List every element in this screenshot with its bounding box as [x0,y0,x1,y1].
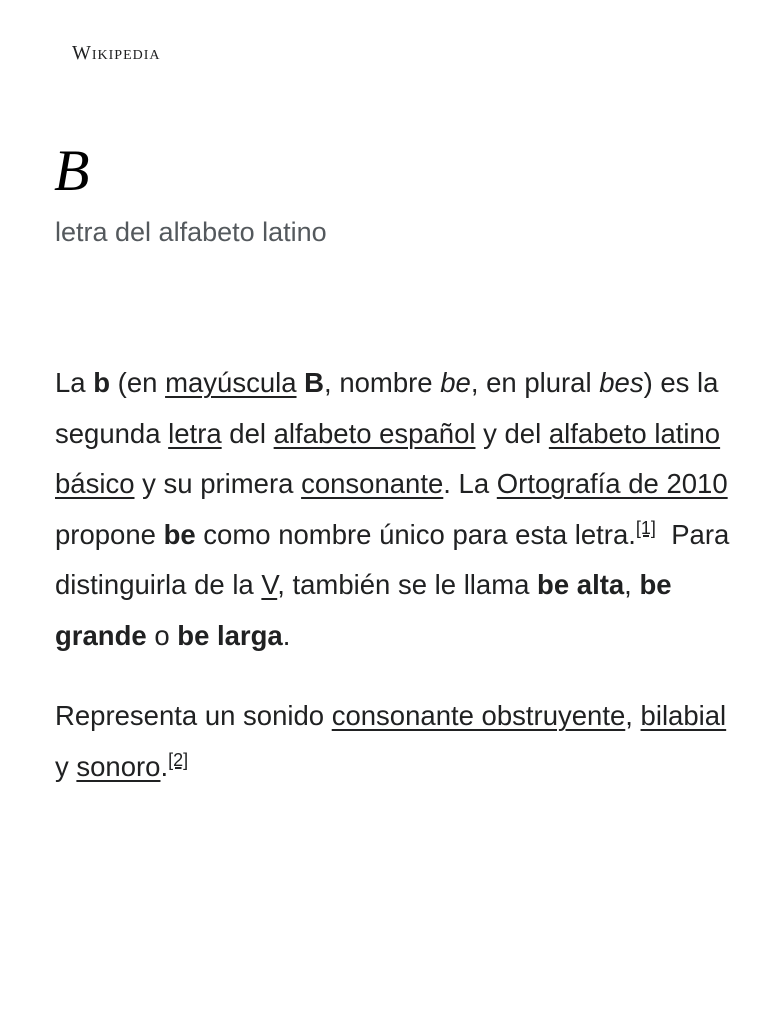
reference-link-2[interactable]: [2] [168,749,189,770]
link-ortografia-2010[interactable]: Ortografía de 2010 [496,468,728,499]
reference-2 [168,749,188,769]
text: , [624,569,640,600]
text: , nombre [324,367,441,398]
bold-text: b [93,367,111,398]
text: o [146,619,178,651]
link-consonante[interactable]: consonante [301,468,444,499]
italic-text: be [440,367,471,398]
text: y [55,750,77,782]
text: Representa un sonido [55,700,332,731]
text: ) es la segunda [55,367,719,449]
link-bilabial[interactable]: bilabial [640,700,727,731]
text: , [625,700,641,731]
page-subtitle: letra del alfabeto latino [55,217,327,247]
wikipedia-logo[interactable]: Wikipedia [72,42,161,64]
text: y su primera [134,468,302,499]
link-alfabeto-espanol[interactable]: alfabeto español [273,417,476,449]
paragraph-sound [55,691,735,792]
paragraph-intro [55,358,735,661]
text: . [282,619,291,651]
text: propone [55,518,164,550]
text: . La [443,468,497,499]
link-letra[interactable]: letra [168,417,222,449]
page-title: B [54,138,90,203]
link-mayuscula[interactable]: mayúscula [165,367,297,398]
text: , en plural [470,367,600,398]
bold-text: B [304,367,325,398]
text: , también se le llama [277,569,538,600]
text: como nombre único para esta letra. [195,518,636,550]
reference-link-1[interactable]: [1] [635,517,656,538]
link-v[interactable]: V [261,569,278,600]
text: y del [475,417,549,449]
link-alfabeto-latino-basico[interactable]: alfabeto latino básico [55,417,721,499]
link-consonante-obstruyente[interactable]: consonante obstruyente [331,700,626,731]
text: . [160,750,169,782]
text: (en [110,367,166,398]
italic-text: bes [599,367,644,398]
text: del [221,417,274,449]
bold-text: be grande [55,569,672,651]
article-content [55,358,735,822]
bold-text: be larga [177,619,283,651]
text: Para distinguirla de la [55,518,737,600]
bold-text: be alta [537,569,625,600]
bold-text: be [163,518,196,550]
text: La [55,367,94,398]
link-sonoro[interactable]: sonoro [76,750,161,782]
reference-1 [636,517,656,537]
